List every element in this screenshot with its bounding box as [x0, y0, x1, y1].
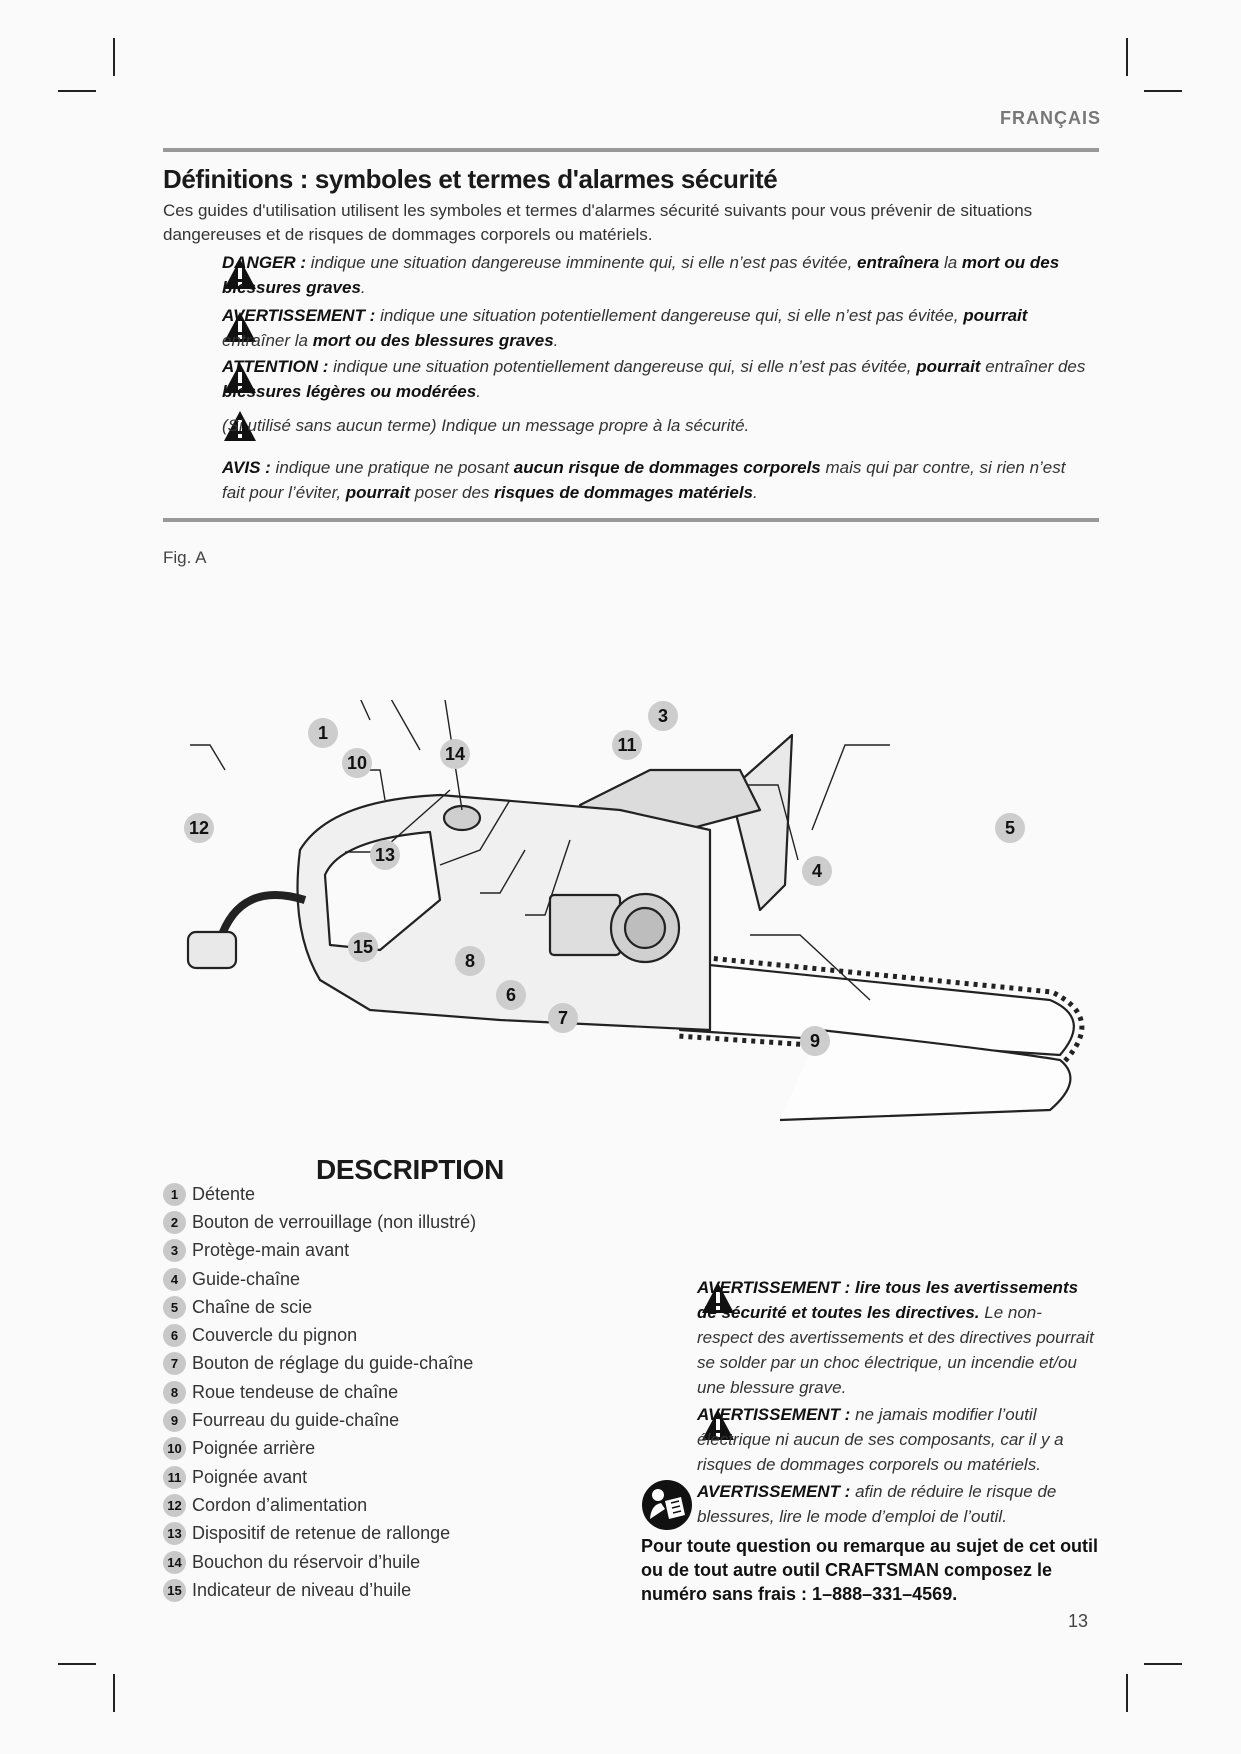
- callout-14: 14: [440, 739, 470, 769]
- callout-6: 6: [496, 980, 526, 1010]
- danger-definition: DANGER : indique une situation dangereuse imminente qui, si elle n’est pas évitée, entraînera la mort ou des blessures graves.: [222, 253, 1060, 297]
- item-label: Guide-chaîne: [192, 1268, 301, 1289]
- page-title: Définitions : symboles et termes d'alarmes sécurité: [163, 164, 778, 194]
- item-label: Couvercle du pignon: [192, 1325, 358, 1346]
- callout-4: 4: [802, 856, 832, 886]
- description-item: [163, 1265, 476, 1293]
- description-item: [163, 1435, 476, 1463]
- bottom-rule: [163, 518, 1099, 522]
- description-item: [163, 1237, 476, 1265]
- description-item: [163, 1321, 476, 1349]
- crop-mark: [1144, 90, 1182, 92]
- description-item: [163, 1406, 476, 1434]
- description-item: [163, 1293, 476, 1321]
- item-label: Dispositif de retenue de rallonge: [192, 1523, 451, 1544]
- item-number-badge: 5: [163, 1296, 186, 1319]
- callout-12: 12: [184, 813, 214, 843]
- callout-15: 15: [348, 932, 378, 962]
- avis-definition: AVIS : indique une pratique ne posant aucun risque de dommages corporels mais qui par contre, si rien n’est fait pour l’éviter, pourrait poser des risques de dommages matériels.: [222, 458, 1066, 502]
- description-item: [163, 1180, 476, 1208]
- crop-mark: [113, 1674, 115, 1712]
- figure-label: Fig. A: [163, 548, 207, 567]
- attention-definition: ATTENTION : indique une situation potentiellement dangereuse qui, si elle n’est pas évitée, pourrait entraîner des blessures légères ou modérées.: [222, 357, 1086, 401]
- item-number-badge: 2: [163, 1211, 186, 1234]
- crop-mark: [1126, 38, 1128, 76]
- callout-1: 1: [308, 718, 338, 748]
- item-label: Poignée arrière: [192, 1438, 316, 1459]
- top-rule: [163, 148, 1099, 152]
- crop-mark: [1126, 1674, 1128, 1712]
- crop-mark: [58, 90, 96, 92]
- callout-3: 3: [648, 701, 678, 731]
- item-label: Protège-main avant: [192, 1240, 350, 1261]
- page-number: 13: [1068, 1611, 1089, 1631]
- item-number-badge: 12: [163, 1494, 186, 1517]
- description-item: [163, 1548, 476, 1576]
- item-number-badge: 1: [163, 1183, 186, 1206]
- description-item: [163, 1463, 476, 1491]
- item-number-badge: 4: [163, 1268, 186, 1291]
- description-list: [163, 1180, 476, 1604]
- chainsaw-diagram: [180, 700, 1100, 1180]
- avertissement-definition: AVERTISSEMENT : indique une situation potentiellement dangereuse qui, si elle n’est pas évitée, pourrait entraîner la mort ou des blessures graves.: [222, 306, 1028, 350]
- item-label: Fourreau du guide-chaîne: [192, 1410, 400, 1431]
- read-manual-icon: [641, 1479, 693, 1531]
- warning-read-all: AVERTISSEMENT : lire tous les avertissements de sécurité et toutes les directives. Le non-respect des avertissements et des directives pourrait se solder par un choc électrique, un incendie et/ou une blessure grave.: [697, 1278, 1094, 1397]
- warning-no-modify: AVERTISSEMENT : ne jamais modifier l’outil électrique ni aucun de ses composants, car il y a risques de dommages corporels ou matériels.: [697, 1405, 1064, 1474]
- contact-info: Pour toute question ou remarque au sujet de cet outil ou de tout autre outil CRAFTSMAN composez le numéro sans frais : 1–888–331–4569.: [641, 1536, 1099, 1604]
- item-label: Détente: [192, 1183, 256, 1204]
- callout-13: 13: [370, 840, 400, 870]
- item-label: Bouchon du réservoir d’huile: [192, 1551, 421, 1572]
- callout-8: 8: [455, 946, 485, 976]
- description-item: [163, 1350, 476, 1378]
- item-number-badge: 13: [163, 1522, 186, 1545]
- crop-mark: [1144, 1663, 1182, 1665]
- intro-paragraph: Ces guides d'utilisation utilisent les symboles et termes d'alarmes sécurité suivants pour vous prévenir de situations dangereuses et de risques de dommages corporels ou matériels.: [163, 201, 1033, 244]
- description-item: [163, 1520, 476, 1548]
- item-label: Indicateur de niveau d’huile: [192, 1579, 412, 1600]
- item-number-badge: 8: [163, 1381, 186, 1404]
- description-item: [163, 1576, 476, 1604]
- item-number-badge: 14: [163, 1551, 186, 1574]
- callout-5: 5: [995, 813, 1025, 843]
- description-item: [163, 1208, 476, 1236]
- item-number-badge: 3: [163, 1239, 186, 1262]
- crop-mark: [58, 1663, 96, 1665]
- item-number-badge: 7: [163, 1352, 186, 1375]
- front-hand-guard: [730, 735, 792, 910]
- description-item: [163, 1491, 476, 1519]
- item-number-badge: 15: [163, 1579, 186, 1602]
- callout-10: 10: [342, 748, 372, 778]
- item-label: Cordon d’alimentation: [192, 1494, 368, 1515]
- item-label: Poignée avant: [192, 1466, 308, 1487]
- warning-read-manual: AVERTISSEMENT : afin de réduire le risque de blessures, lire le mode d’emploi de l’outil.: [697, 1482, 1057, 1526]
- item-number-badge: 9: [163, 1409, 186, 1432]
- crop-mark: [113, 38, 115, 76]
- item-number-badge: 10: [163, 1437, 186, 1460]
- item-label: Bouton de réglage du guide-chaîne: [192, 1353, 474, 1374]
- description-item: [163, 1378, 476, 1406]
- item-label: Chaîne de scie: [192, 1296, 313, 1317]
- callout-9: 9: [800, 1026, 830, 1056]
- item-number-badge: 6: [163, 1324, 186, 1347]
- item-label: Roue tendeuse de chaîne: [192, 1381, 399, 1402]
- item-label: Bouton de verrouillage (non illustré): [192, 1211, 477, 1232]
- callout-11: 11: [612, 730, 642, 760]
- symbol-only-definition: (Si utilisé sans aucun terme) Indique un message propre à la sécurité.: [222, 416, 750, 435]
- description-title: DESCRIPTION: [316, 1154, 505, 1185]
- language-label: FRANÇAIS: [1000, 108, 1101, 128]
- sprocket-cover: [550, 895, 620, 955]
- item-number-badge: 11: [163, 1466, 186, 1489]
- callout-7: 7: [548, 1003, 578, 1033]
